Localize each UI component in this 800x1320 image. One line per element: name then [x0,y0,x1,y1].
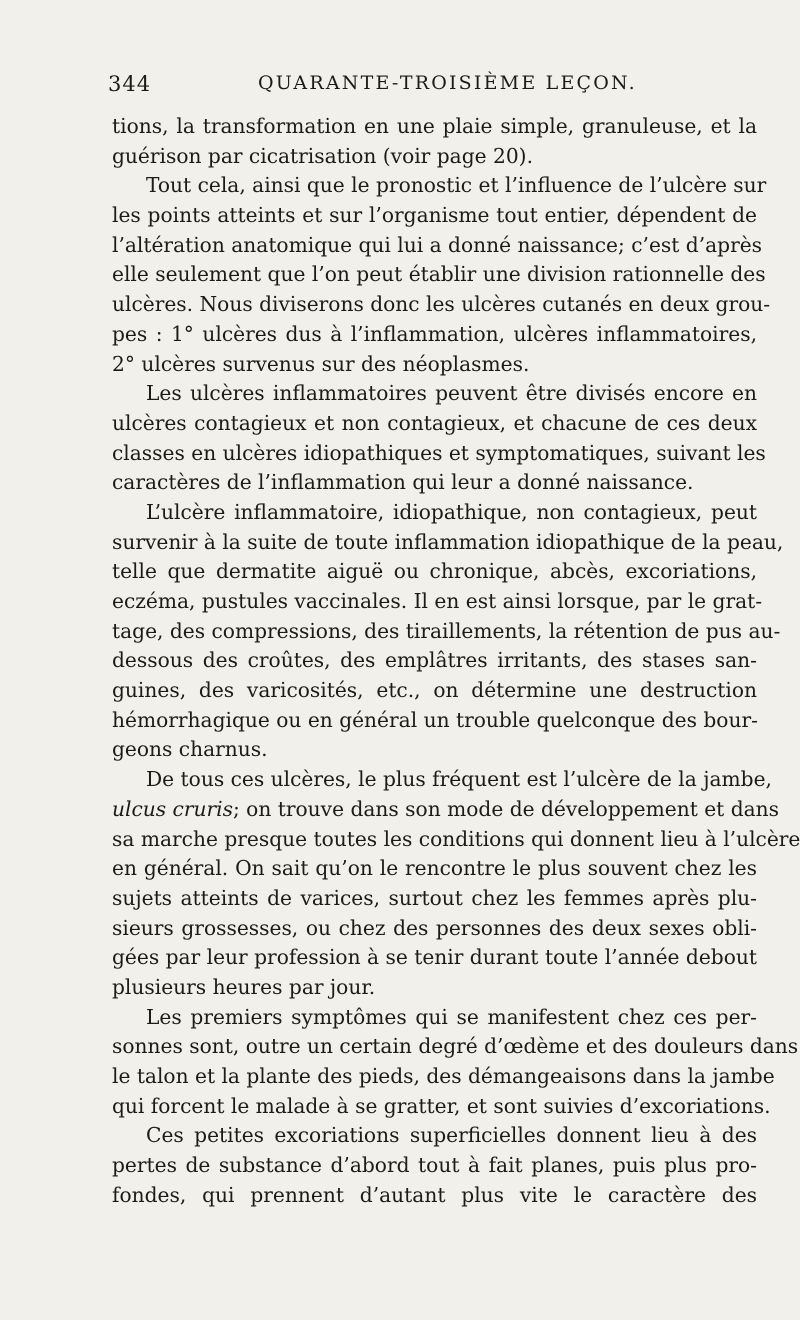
text-line: les points atteints et sur l’organisme tout entier, dépendent de [112,203,757,228]
text-line: geons charnus. [112,737,268,762]
text-line: caractères de l’inflammation qui leur a donné naissance. [112,470,694,495]
text-line: telle que dermatite aiguë ou chronique, abcès, excoriations, [112,559,757,584]
page-header [108,72,754,106]
text-line: le talon et la plante des pieds, des démangeaisons dans la jambe [112,1064,775,1088]
text-line: ulcères. Nous diviserons donc les ulcères cutanés en deux grou- [112,292,771,317]
running-head: QUARANTE-TROISIÈME LEÇON. [258,72,637,94]
text-line: Les ulcères inflammatoires peuvent être divisés encore en [146,381,757,406]
text-line: guérison par cicatrisation (voir page 20). [112,143,533,168]
text-line: guines, des varicosités, etc., on détermine une destruction [112,678,757,703]
text-line: pes : 1° ulcères dus à l’inflammation, ulcères inflammatoires, [112,321,757,346]
text-line: Tout cela, ainsi que le pronostic et l’influence de l’ulcère sur [146,173,767,198]
text-line: hémorrhagique ou en général un trouble quelconque des bour- [112,707,758,732]
text-line: De tous ces ulcères, le plus fréquent est l’ulcère de la jambe, [146,767,772,792]
text-line: Les premiers symptômes qui se manifestent chez ces per- [146,1004,757,1029]
italic-term: ulcus cruris [112,796,233,821]
text-line: dessous des croûtes, des emplâtres irritants, des stases san- [112,648,757,673]
text-line: tage, des compressions, des tiraillements, la rétention de pus au- [112,618,781,643]
text-line: gées par leur profession à se tenir durant toute l’année debout [112,945,757,970]
text-line: classes en ulcères idiopathiques et symptomatiques, suivant les [112,440,766,465]
text-line: ulcères contagieux et non contagieux, et chacune de ces deux [112,410,757,435]
text-line: pertes de substance d’abord tout à fait planes, puis plus pro- [112,1153,757,1178]
text-line: sujets atteints de varices, surtout chez les femmes après plu- [112,885,757,910]
text-line: tions, la transformation en une plaie simple, granuleuse, et la [112,114,757,138]
text-line: en général. On sait qu’on le rencontre le plus souvent chez les [112,856,757,881]
text-line: fondes, qui prennent d’autant plus vite le caractère des [112,1182,757,1207]
text-line: sa marche presque toutes les conditions qui donnent lieu à l’ulcère [112,826,800,851]
text-line: l’altération anatomique qui lui a donné naissance; c’est d’après [112,232,763,257]
text-line: eczéma, pustules vaccinales. Il en est ainsi lorsque, par le grat- [112,589,763,613]
text-line: Ces petites excoriations superficielles donnent lieu à des [146,1123,757,1148]
text-line: qui forcent le malade à se gratter, et sont suivies d’excoriations. [112,1093,771,1118]
text-line: elle seulement que l’on peut établir une division rationnelle des [112,262,766,287]
body-text [112,112,800,1210]
text-line-with-italic [112,795,780,825]
text-line: 2° ulcères survenus sur des néoplasmes. [112,351,530,376]
text-line: sieurs grossesses, ou chez des personnes des deux sexes obli- [112,915,757,940]
text-line: sonnes sont, outre un certain degré d’œdème et des douleurs dans [112,1034,799,1059]
text-line: L’ulcère inflammatoire, idiopathique, non contagieux, peut [146,499,757,524]
text-line: plusieurs heures par jour. [112,974,376,999]
text-line-rest: ; on trouve dans son mode de développement et dans [232,796,780,821]
text-line: survenir à la suite de toute inflammation idiopathique de la peau, [112,529,784,554]
page-number: 344 [108,72,152,96]
